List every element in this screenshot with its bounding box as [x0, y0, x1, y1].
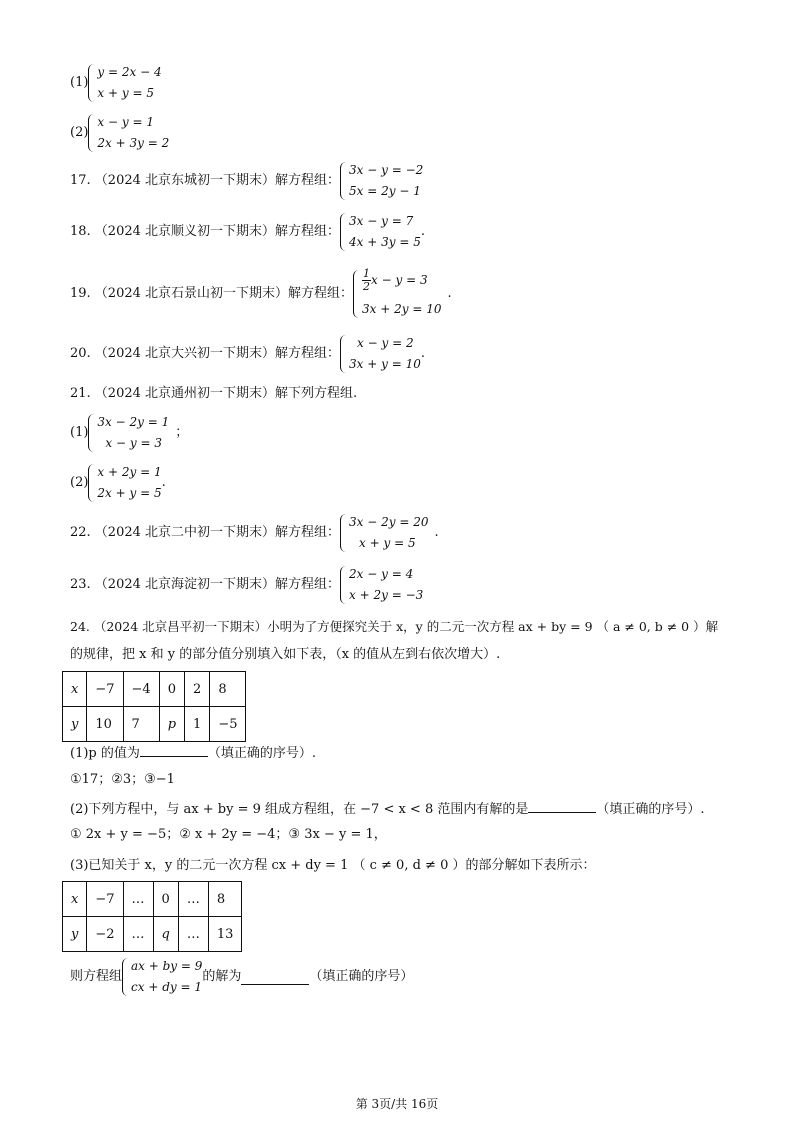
- equation-system: [340, 211, 421, 253]
- question-text: 则方程组: [70, 969, 123, 984]
- equation: 2x − y = 4: [349, 567, 414, 581]
- question-19: [70, 268, 452, 320]
- q21-part1-label: (1): [70, 425, 89, 440]
- question-23: [70, 564, 423, 606]
- question-24-line2: [70, 645, 500, 665]
- question-text: 的解为: [202, 969, 242, 984]
- question-text: （填正确的序号）.: [596, 802, 705, 817]
- table-row-x: [63, 672, 246, 707]
- question-text: （填正确的序号）: [309, 969, 414, 984]
- equation-rest: x − y = 3: [371, 273, 428, 287]
- question-text: (2)下列方程中，与 ax + by = 9 组成方程组，在 −7 < x < 8 范围内有解的是: [70, 802, 529, 817]
- q24-final: [70, 956, 413, 998]
- equation: 3x − y = 7: [349, 214, 414, 228]
- equation-system: [88, 412, 169, 454]
- equation: 3x − y = −2: [349, 163, 424, 177]
- equation: 2x + y = 5: [97, 486, 162, 500]
- table-cell: x: [63, 882, 87, 917]
- question-text: 21. （2024 北京通州初一下期末）解下列方程组.: [70, 386, 358, 401]
- table-cell: 8: [210, 672, 246, 707]
- question-text: (3)已知关于 x，y 的二元一次方程 cx + dy = 1 （ c ≠ 0, d ≠ 0 ）的部分解如下表所示：: [70, 858, 596, 873]
- equation: 4x + 3y = 5: [349, 235, 421, 249]
- equation-system: [353, 268, 441, 320]
- equation: ax + by = 9: [131, 959, 203, 973]
- table-cell: −7: [87, 882, 123, 917]
- answer-blank[interactable]: [140, 742, 208, 757]
- answer-blank[interactable]: [528, 798, 596, 813]
- equation: [362, 268, 441, 299]
- question-text: 24. （2024 北京昌平初一下期末）小明为了方便探究关于 x，y 的二元一次方程 ax + by = 9 （ a ≠ 0, b ≠ 0 ）解: [70, 619, 719, 634]
- question-text: 19. （2024 北京石景山初一下期末）解方程组：: [70, 286, 354, 301]
- punctuation: .: [447, 286, 452, 301]
- equation-system: [122, 956, 202, 998]
- q16-part1: [70, 62, 162, 104]
- equation: x − y = 2: [357, 336, 414, 350]
- equation: x + 2y = −3: [349, 588, 424, 602]
- table-cell: y: [63, 707, 87, 742]
- q21-part1: [70, 412, 188, 454]
- table-cell: 10: [87, 707, 123, 742]
- q21-part2: [70, 462, 166, 504]
- question-text: 23. （2024 北京海淀初一下期末）解方程组：: [70, 577, 341, 592]
- table-cell: 7: [123, 707, 159, 742]
- question-text: 22. （2024 北京二中初一下期末）解方程组：: [70, 525, 341, 540]
- equation: 3x − 2y = 20: [349, 515, 429, 529]
- equation: 2x + 3y = 2: [97, 136, 170, 150]
- equation: 3x − 2y = 1: [97, 415, 170, 429]
- table-cell: y: [63, 917, 87, 952]
- q24-part1-options: [70, 770, 175, 790]
- equation: x + y = 5: [97, 86, 154, 100]
- q16-part2-label: (2): [70, 125, 89, 140]
- equation: x − y = 1: [97, 115, 154, 129]
- table-cell: …: [178, 917, 208, 952]
- table-cell: 0: [153, 882, 178, 917]
- equation-system: [340, 512, 428, 554]
- table-cell: −2: [87, 917, 123, 952]
- value-table-1: [62, 671, 246, 742]
- equation-system: [340, 160, 423, 202]
- equation: y = 2x − 4: [97, 65, 162, 79]
- table-cell: …: [178, 882, 208, 917]
- equation: x + 2y = 1: [97, 465, 162, 479]
- answer-blank[interactable]: [241, 970, 309, 985]
- options-text: ①17；②3；③−1: [70, 772, 175, 787]
- question-text: 20. （2024 北京大兴初一下期末）解方程组：: [70, 346, 341, 361]
- q16-part2: [70, 112, 169, 154]
- fraction-denominator: 2: [363, 280, 371, 293]
- q24-part1: [70, 742, 316, 764]
- table-cell: x: [63, 672, 87, 707]
- table-cell: 13: [208, 917, 242, 952]
- punctuation: .: [161, 475, 166, 490]
- punctuation: ；: [175, 425, 189, 440]
- table-cell: −5: [210, 707, 246, 742]
- question-17: [70, 160, 423, 202]
- table-cell: 1: [185, 707, 210, 742]
- equation: 3x + y = 10: [349, 357, 421, 371]
- equation-system: [340, 333, 421, 375]
- question-18: [70, 211, 425, 253]
- question-text: 18. （2024 北京顺义初一下期末）解方程组：: [70, 224, 341, 239]
- question-21: [70, 384, 357, 404]
- options-text: ① 2x + y = −5；② x + 2y = −4；③ 3x − y = 1，: [70, 827, 387, 842]
- table-cell: …: [123, 882, 153, 917]
- question-22: [70, 512, 439, 554]
- equation: cx + dy = 1: [131, 980, 202, 994]
- table-cell: −4: [123, 672, 159, 707]
- punctuation: .: [420, 346, 425, 361]
- table-row-x: [63, 882, 242, 917]
- page-footer: 第 3页/共 16页: [355, 1097, 439, 1111]
- question-20: [70, 333, 425, 375]
- question-text: (1)p 的值为: [70, 746, 140, 761]
- table-cell: 8: [208, 882, 242, 917]
- value-table-2: [62, 881, 242, 952]
- equation: 3x + 2y = 10: [362, 302, 442, 316]
- q24-part3: [70, 856, 595, 876]
- table-row-y: [63, 917, 242, 952]
- punctuation: .: [434, 525, 439, 540]
- table-cell: 2: [185, 672, 210, 707]
- question-text: （填正确的序号）.: [207, 746, 317, 761]
- question-text: 的规律，把 x 和 y 的部分值分别填入如下表，（x 的值从左到右依次增大）.: [70, 647, 501, 662]
- q16-part1-system: [88, 62, 161, 104]
- equation-system: [340, 564, 423, 606]
- equation: x + y = 5: [359, 536, 416, 550]
- equation: 5x = 2y − 1: [349, 184, 421, 198]
- question-text: 17. （2024 北京东城初一下期末）解方程组：: [70, 173, 341, 188]
- table-cell: p: [159, 707, 184, 742]
- fraction: [362, 268, 371, 293]
- table-cell: −7: [87, 672, 123, 707]
- fraction-numerator: 1: [363, 267, 371, 280]
- equation-system: [88, 462, 161, 504]
- question-24-line1: [70, 617, 718, 637]
- equation: x − y = 3: [105, 436, 162, 450]
- q16-part2-system: [88, 112, 169, 154]
- q24-part2: [70, 798, 705, 820]
- table-cell: …: [123, 917, 153, 952]
- table-cell: 0: [159, 672, 184, 707]
- q16-part1-label: (1): [70, 75, 89, 90]
- table-row-y: [63, 707, 246, 742]
- q21-part2-label: (2): [70, 475, 89, 490]
- table-cell: q: [153, 917, 178, 952]
- q24-part2-options: [70, 825, 387, 845]
- punctuation: .: [420, 224, 425, 239]
